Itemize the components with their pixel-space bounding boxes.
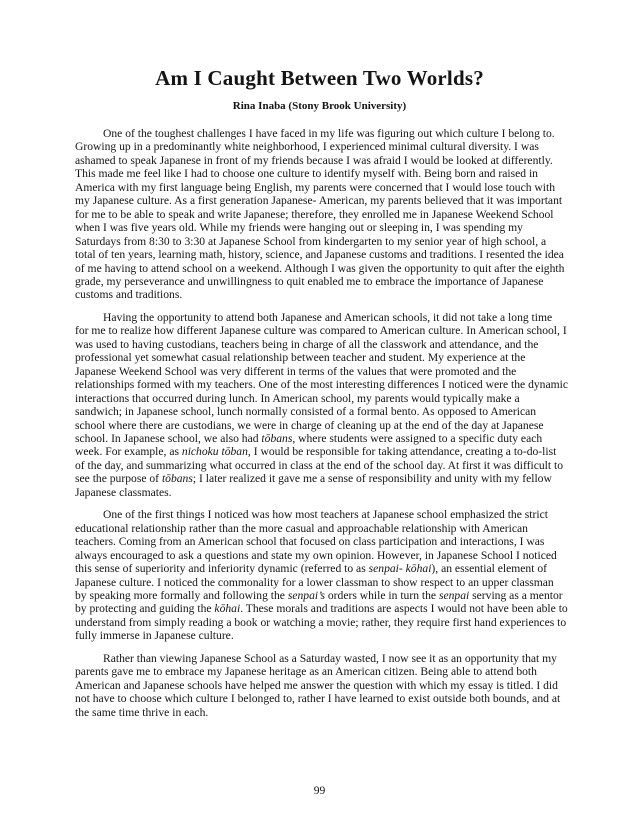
essay-paragraph — [75, 127, 568, 302]
text-run-italic: nichoku tōban — [181, 445, 248, 459]
text-run-italic: senpai- kōhai — [368, 562, 432, 576]
text-run-italic: tōbans — [261, 431, 293, 445]
text-run-italic: senpai — [438, 588, 470, 602]
text-run-italic: kōhai — [214, 602, 241, 616]
text-run: orders while in turn the — [324, 588, 439, 602]
page-number: 99 — [313, 785, 326, 797]
text-run: ), an essential element of Japanese culture. I noticed the commonality for a lower classman to show respect to an upper classman by speaking more formally and following the — [75, 562, 554, 602]
text-run: serving as a mentor by protecting and guiding the — [75, 588, 563, 616]
text-run: , I would be responsible for taking attendance, creating a to-do-list of the day, and summarizing what occurred in class at the end of the school day. At first it was difficult to see the purpose of — [75, 445, 563, 486]
essay-body — [75, 127, 568, 719]
text-run: One of the first things I noticed was how most teachers at Japanese school emphasized the strict educational relationship rather than the more casual and approachable relationship with American teachers. Coming from an American school that focused on class participation and interactions, I was always encouraged to ask a questions and state my own opinion. However, in Japanese School I noticed this sense of superiority and inferiority dynamic (referred to as — [75, 508, 557, 576]
text-run-italic: senpai’s — [287, 588, 325, 602]
text-run: Having the opportunity to attend both Japanese and American schools, it did not take a long time for me to realize how different Japanese culture was compared to American culture. In American school, I was used to having custodians, teachers being in charge of all the classwork and attendance, and the professional yet somewhat casual relationship between teacher and student. My experience at the Japanese Weekend School was very different in terms of the values that were promoted and the relationships formed with my teachers. One of the most interesting differences I noticed were the dynamic interactions that occurred during lunch. In American school, my parents would typically make a sandwich; in Japanese school, lunch normally consisted of a formal bento. As opposed to American school where there are custodians, we were in charge of cleaning up at the end of the day at Japanese school. In Japanese school, we also had — [75, 310, 569, 445]
essay-paragraph — [75, 652, 568, 719]
text-run: One of the toughest challenges I have faced in my life was figuring out which culture I belong to. Growing up in a predominantly white neighborhood, I experienced minimal cultural diversity. I was ashamed to speak Japanese in front of my friends because I was afraid I would be looked at differently. This made me feel like I had to choose one culture to identify myself with. Being born and raised in America with my first language being English, my parents were concerned that I would lose touch with my Japanese culture. As a first generation Japanese- American, my parents believed that it was important for me to be able to speak and write Japanese; therefore, they enrolled me in Japanese Weekend School when I was five years old. While my friends were hanging out or sleeping in, I was spending my Saturdays from 8:30 to 3:30 at Japanese School from kindergarten to my senior year of high school, a total of ten years, learning math, history, science, and Japanese customs and traditions. I resented the idea of me having to attend school on a weekend. Although I was given the opportunity to quit after the eighth grade, my perseverance and unwillingness to quit enabled me to embrace the importance of Japanese customs and traditions. — [75, 127, 565, 302]
essay-author: Rina Inaba (Stony Brook University) — [232, 100, 407, 112]
essay-paragraph — [75, 508, 568, 643]
essay-paragraph — [75, 311, 568, 499]
text-run: Rather than viewing Japanese School as a Saturday wasted, I now see it as an opportunity that my parents gave me to embrace my Japanese heritage as an American citizen. Being able to attend both American and Japanese schools have helped me answer the question with which my essay is titled. I did not have to choose which culture I belonged to, rather I have learned to exist outside both bounds, and at the same time thrive in each. — [75, 651, 561, 719]
text-run-italic: tōbans — [161, 472, 193, 486]
text-run: . These morals and traditions are aspects I would not have been able to understand from simply reading a book or watching a movie; rather, they require first hand experiences to fully immerse in Japanese culture. — [75, 602, 568, 643]
text-run: , where students were assigned to a specific duty each week. For example, as — [75, 431, 543, 459]
text-run: ; I later realized it gave me a sense of responsibility and unity with my fellow Japanese classmates. — [75, 472, 552, 499]
essay-title: Am I Caught Between Two Worlds? — [155, 66, 484, 90]
